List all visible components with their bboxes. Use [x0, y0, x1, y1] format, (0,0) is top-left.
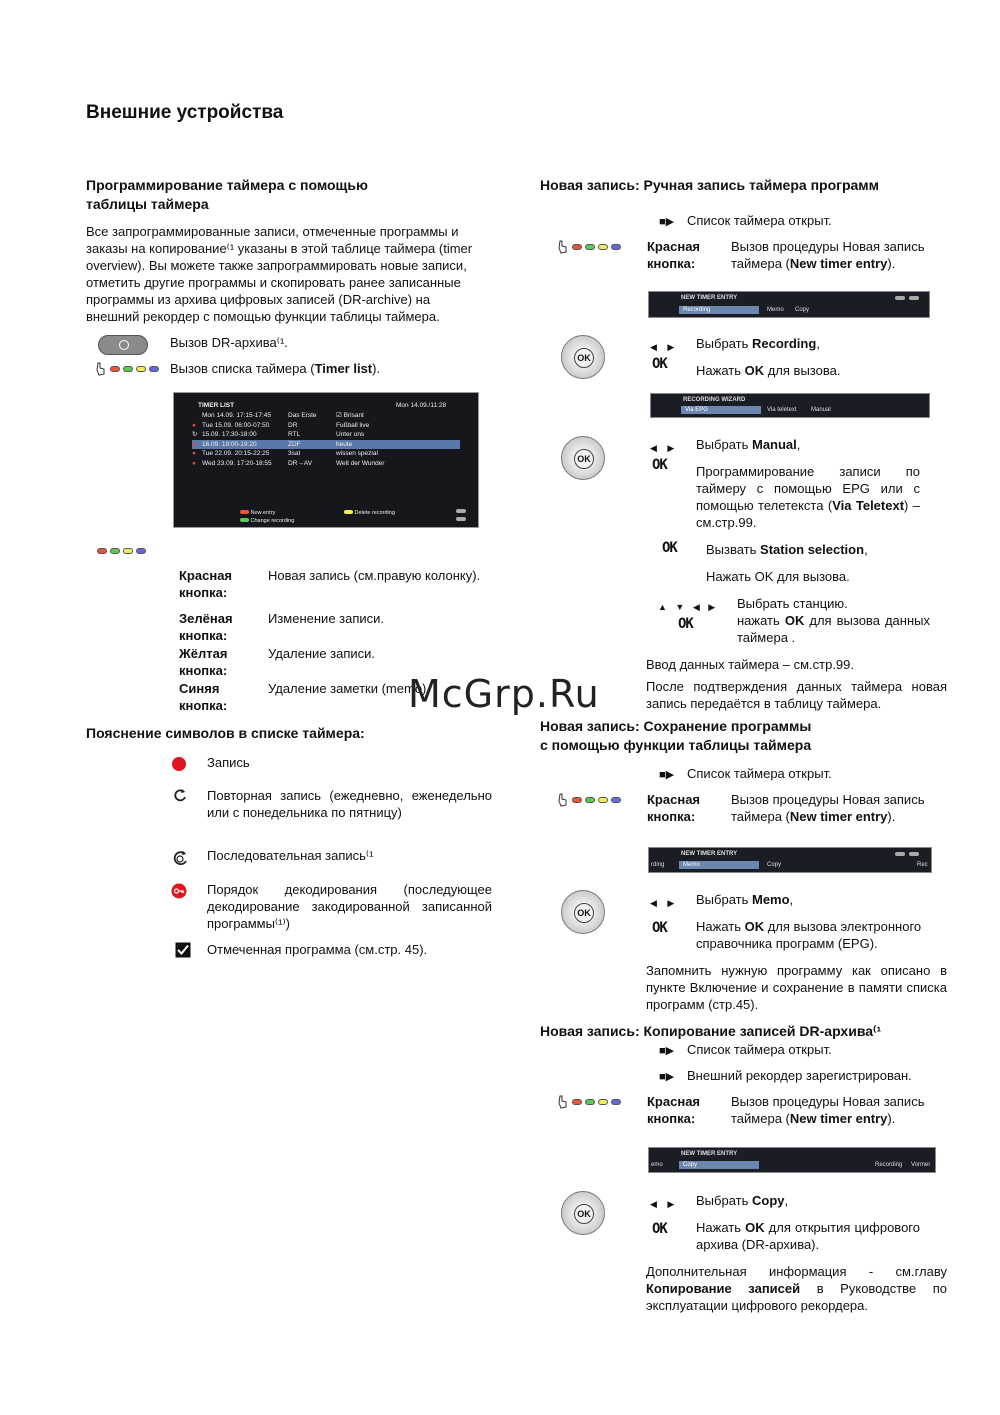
blue-button-label: Синяя кнопка:	[179, 681, 228, 713]
ok-button-icon: OK	[652, 356, 667, 372]
yellow-button-desc: Удаление записи.	[268, 646, 376, 661]
timer-list-now: Mon 14.09./11:28	[396, 402, 447, 409]
blue-button-icon	[136, 548, 146, 554]
record-dot-icon	[171, 756, 187, 772]
call-dr-archive-text: Вызов DR-архива⁽¹.	[170, 335, 288, 350]
osd-selected-memo[interactable]: Memo	[679, 861, 759, 869]
ext-recorder-text: Внешний рекордер зарегистрирован.	[687, 1068, 912, 1083]
new-entry-text: Вызов процедуры Новая запись таймера (New timer entry).	[731, 792, 925, 824]
clock-icon	[119, 340, 129, 350]
osd-recording-wizard: RECORDING WIZARD Via EPG Via teletext Manual	[650, 393, 930, 418]
green-button-icon	[110, 548, 120, 554]
table-row[interactable]: ● Wed 23.09. 17:20-18:55 DR→AV Welt der Wunder	[192, 459, 385, 467]
timer-open-text: Список таймера открыт.	[687, 766, 832, 781]
ok-dial-icon: OK	[561, 335, 605, 379]
table-row[interactable]: Mon 14.09. 17:15-17:45 Das Erste ☑ Brisant	[202, 412, 364, 419]
ok-button-icon: OK	[652, 920, 667, 936]
new-entry-text: Вызов процедуры Новая запись таймера (New timer entry).	[731, 1094, 925, 1126]
arrow-bullet-icon: ■▶	[659, 216, 675, 228]
table-row[interactable]: ● Tue 15.09. 06:00-07:50 DR Fußball live	[192, 421, 370, 429]
symbol-record-text: Запись	[207, 755, 250, 770]
osd-selected-copy[interactable]: Copy	[679, 1161, 759, 1169]
osd-selected-via-epg[interactable]: Via EPG	[681, 406, 761, 414]
ok-dial-icon: OK	[561, 890, 605, 934]
symbol-series-text: Последовательная запись⁽¹	[207, 848, 374, 863]
series-record-icon	[172, 849, 188, 865]
page-title: Внешние устройства	[86, 102, 284, 123]
press-ok-copy-text: Нажать OK для открытия цифрового архива (DR-архива).	[696, 1220, 920, 1252]
osd-selected-recording[interactable]: Recording	[679, 306, 759, 314]
symbol-decode-text: Порядок декодирования (последующее декодирование закодированной записанной программы⁽¹⁾)	[207, 882, 492, 931]
green-button-desc: Изменение записи.	[268, 611, 385, 626]
red-button-label: Красная кнопка:	[647, 239, 701, 271]
arrow-bullet-icon: ■▶	[659, 1071, 675, 1083]
table-row-selected[interactable]: ● 16.09. 19:00-19:20 ZDF heute	[192, 440, 460, 450]
intro-paragraph: Все запрограммированные записи, отмеченные программы и заказы на копирование⁽¹ указаны в этой таблице таймера (timer overview). Вы можете также запрограммировать новые записи, отметить другие программы и скопировать ранее записанные программы из архива цифровых записей (DR-archive) на внешний рекордер с помощью функции таблицы таймера.	[86, 224, 473, 324]
hand-pointer-icon	[557, 793, 569, 807]
call-station-text: Вызвать Station selection,	[706, 542, 868, 557]
legend-change: Change recording	[250, 518, 295, 524]
new-entry-text: Вызов процедуры Новая запись таймера (New timer entry).	[731, 239, 925, 271]
section-title-manual-timer: Новая запись: Ручная запись таймера программ	[540, 177, 880, 193]
yellow-button-icon	[598, 244, 608, 250]
red-button-icon	[572, 1099, 582, 1105]
hand-pointer-icon	[557, 1095, 569, 1109]
symbol-repeat-text: Повторная запись (ежедневно, еженедельно или с понедельника по пятницу)	[207, 788, 492, 820]
remote-color-buttons	[557, 1095, 621, 1109]
yellow-button-icon	[598, 1099, 608, 1105]
yellow-button-icon	[136, 366, 146, 372]
red-button-desc: Новая запись (см.правую колонку).	[268, 568, 481, 583]
programming-text: Программирование записи по таймеру с помощью EPG или с помощью телетекста (Via Teletext) – см.стр.99.	[696, 464, 921, 530]
call-timer-list-text: Вызов списка таймера (Timer list).	[170, 361, 381, 376]
ok-dial-icon: OK	[561, 436, 605, 480]
select-memo-text: Выбрать Memo,	[696, 892, 794, 907]
red-button-icon	[572, 797, 582, 803]
yellow-button-icon	[123, 548, 133, 554]
green-button-icon	[123, 366, 133, 372]
red-button-label: Красная кнопка:	[647, 1094, 701, 1126]
color-buttons-legend	[97, 548, 146, 554]
arrow-bullet-icon: ■▶	[659, 1045, 675, 1057]
red-button-icon	[572, 244, 582, 250]
green-button-icon	[585, 797, 595, 803]
more-info-text: Дополнительная информация - см.главу Копирование записей в Руководстве по эксплуатации цифрового рекордера.	[646, 1264, 947, 1313]
legend-new-entry: New entry	[250, 510, 276, 516]
blue-button-icon	[611, 797, 621, 803]
remote-color-buttons	[557, 793, 621, 807]
remote-color-buttons	[557, 240, 621, 254]
ok-button-icon: OK	[652, 457, 667, 473]
blue-button-icon	[611, 1099, 621, 1105]
osd-new-timer-entry-copy: NEW TIMER ENTRY emo Copy Recording Vormer	[648, 1147, 936, 1173]
timer-list-screen	[173, 392, 479, 528]
hand-pointer-icon	[557, 240, 569, 254]
dr-archive-button[interactable]	[98, 335, 148, 355]
left-right-arrows-icon: ◀ ▶	[650, 342, 679, 352]
blue-button-icon	[611, 244, 621, 250]
green-button-icon	[585, 1099, 595, 1105]
red-button-icon	[97, 548, 107, 554]
timer-open-text: Список таймера открыт.	[687, 213, 832, 228]
red-button-label: Красная кнопка:	[647, 792, 701, 824]
red-button-label: Красная кнопка:	[179, 568, 233, 600]
select-manual-text: Выбрать Manual,	[696, 437, 801, 452]
section-title-save-program: Новая запись: Сохранение программы с помощью функции таблицы таймера	[540, 718, 812, 753]
section-title-symbols: Пояснение символов в списке таймера:	[86, 725, 365, 741]
blue-button-icon	[149, 366, 159, 372]
legend-delete: Delete recording	[354, 510, 395, 516]
enter-data-text: Ввод данных таймера – см.стр.99.	[646, 657, 854, 672]
table-row[interactable]: ● Tue 22.09. 20:15-22:25 3sat wissen spezial	[192, 450, 378, 457]
left-right-arrows-icon: ◀ ▶	[650, 443, 679, 453]
osd-new-timer-entry-memo: NEW TIMER ENTRY rding Memo Copy Rec	[648, 847, 932, 873]
green-button-icon	[585, 244, 595, 250]
remember-text: Запомнить нужную программу как описано в пункте Включение и сохранение в памяти списка программ (стр.45).	[646, 963, 947, 1012]
section-title-timer-table: Программирование таймера с помощью таблицы таймера	[86, 177, 368, 212]
osd-new-timer-entry: NEW TIMER ENTRY Recording Memo Copy	[648, 291, 930, 318]
green-button-label: Зелёная кнопка:	[179, 611, 233, 643]
timer-open-text: Список таймера открыт.	[687, 1042, 832, 1057]
section-title-copy-dr: Новая запись: Копирование записей DR-архива⁽¹	[540, 1023, 882, 1039]
symbol-checked-text: Отмеченная программа (см.стр. 45).	[207, 942, 428, 957]
select-recording-text: Выбрать Recording,	[696, 336, 820, 351]
ok-button-icon: OK	[662, 540, 677, 556]
left-right-arrows-icon: ◀ ▶	[650, 1199, 679, 1209]
ok-dial-icon: OK	[561, 1191, 605, 1235]
decode-key-icon	[171, 883, 187, 899]
press-ok-epg-text: Нажать OK для вызова электронного справочника программ (EPG).	[696, 919, 922, 951]
select-copy-text: Выбрать Copy,	[696, 1193, 789, 1208]
blue-button-desc: Удаление заметки (memo).	[268, 681, 430, 696]
red-button-icon	[110, 366, 120, 372]
after-confirm-text: После подтверждения данных таймера новая запись передаётся в таблицу таймера.	[646, 679, 947, 711]
timer-list-title: TIMER LIST	[198, 402, 235, 409]
yellow-button-label: Жёлтая кнопка:	[179, 646, 228, 678]
watermark: McGrp.Ru	[408, 672, 600, 716]
arrow-bullet-icon: ■▶	[659, 769, 675, 781]
ok-button-icon: OK	[652, 1221, 667, 1237]
press-ok-2-text: Нажать OK для вызова.	[706, 569, 850, 584]
four-arrows-icon: ▲ ▼ ◀ ▶	[658, 602, 719, 612]
hand-pointer-icon	[95, 362, 107, 376]
table-row[interactable]: ↻ 15.09. 17:30-18:00 RTL Unter uns	[192, 431, 365, 438]
left-right-arrows-icon: ◀ ▶	[650, 898, 679, 908]
press-ok-data-text: нажать OK для вызова данных таймера .	[737, 613, 930, 645]
yellow-button-icon	[598, 797, 608, 803]
ok-button-icon: OK	[678, 616, 693, 632]
press-ok-text: Нажать OK для вызова.	[696, 363, 841, 378]
checkmark-icon	[175, 942, 191, 958]
select-station-text: Выбрать станцию.	[737, 596, 848, 611]
repeat-icon	[172, 787, 188, 803]
remote-color-buttons	[95, 362, 159, 376]
